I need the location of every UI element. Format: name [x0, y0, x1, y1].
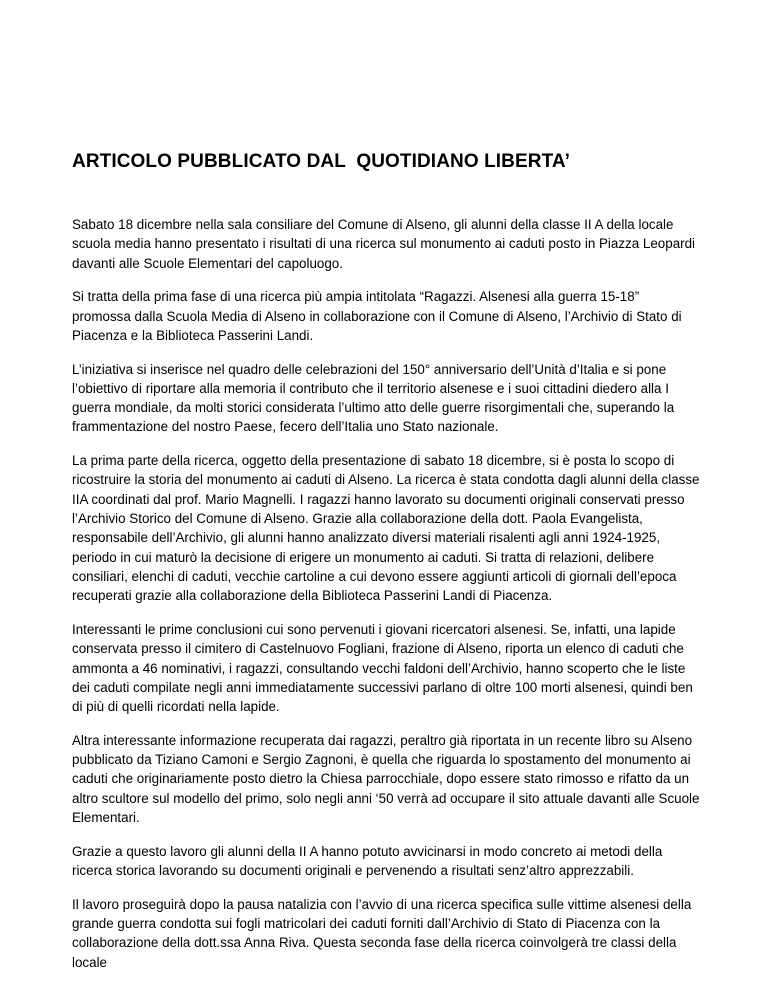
article-title: ARTICOLO PUBBLICATO DAL QUOTIDIANO LIBERTA’ [72, 151, 571, 172]
paragraph-3: L’iniziativa si inserisce nel quadro delle celebrazioni del 150° anniversario dell’Unità d’Italia e si pone l’obiettivo di riportare alla memoria il contributo che il territorio alsenese e i suoi cittadini diedero alla I guerra mondiale, da molti storici considerata l’ultimo atto delle guerre risorgimentali che, superando la frammentazione del nostro Paese, fecero dell’Italia uno Stato nazionale. [72, 361, 675, 435]
paragraph-7: Grazie a questo lavoro gli alunni della II A hanno potuto avvicinarsi in modo concreto ai metodi della ricerca storica lavorando su documenti originali e pervenendo a risultati senz’altro apprezzabili. [72, 843, 663, 878]
paragraph-6: Altra interessante informazione recuperata dai ragazzi, peraltro già riportata in un recente libro su Alseno pubblicato da Tiziano Camoni e Sergio Zagnoni, è quella che riguarda lo spostamento del monumento ai caduti che originariamente posto dietro la Chiesa parrocchiale, dopo essere stato rimosso e rifatto da un altro scultore sul modello del primo, solo negli anni ‘50 verrà ad occupare il sito attuale davanti alle Scuole Elementari. [72, 732, 700, 825]
paragraph-2: Si tratta della prima fase di una ricerca più ampia intitolata “Ragazzi. Alsenesi alla guerra 15-18” promossa dalla Scuola Media di Alseno in collaborazione con il Comune di Alseno, l’Archivio di Stato di Piacenza e la Biblioteca Passerini Landi. [72, 289, 682, 343]
paragraph-8: Il lavoro proseguirà dopo la pausa natalizia con l’avvio di una ricerca specifica sulle vittime alsenesi della grande guerra condotta sui fogli matricolari dei caduti forniti dall’Archivio di Stato di Piacenza con la collaborazione della dott.ssa Anna Riva. Questa seconda fase della ricerca coinvolgerà tre classi della locale [72, 896, 692, 970]
article-page [72, 150, 700, 986]
paragraph-1: Sabato 18 dicembre nella sala consiliare del Comune di Alseno, gli alunni della classe II A della locale scuola media hanno presentato i risultati di una ricerca sul monumento ai caduti posto in Piazza Leopardi davanti alle Scuole Elementari del capoluogo. [72, 217, 696, 271]
paragraph-5: Interessanti le prime conclusioni cui sono pervenuti i giovani ricercatori alsenesi. Se, infatti, una lapide conservata presso il cimitero di Castelnuovo Fogliani, frazione di Alseno, riporta un elenco di caduti che ammonta a 46 nominativi, i ragazzi, consultando vecchi faldoni dell’Archivio, hanno scoperto che le liste dei caduti compilate negli anni immediatamente successivi parlano di oltre 100 morti alsenesi, quindi ben di più di quelli ricordati nella lapide. [72, 621, 693, 715]
paragraph-4: La prima parte della ricerca, oggetto della presentazione di sabato 18 dicembre, si è posta lo scopo di ricostruire la storia del monumento ai caduti di Alseno. La ricerca è stata condotta dagli alunni della classe IIA coordinati dal prof. Mario Magnelli. I ragazzi hanno lavorato su documenti originali conservati presso l’Archivio Storico del Comune di Alseno. Grazie alla collaborazione della dott. Paola Evangelista, responsabile dell’Archivio, gli alunni hanno analizzato diversi materiali risalenti agli anni 1924-1925, periodo in cui maturò la decisione di erigere un monumento ai caduti. Si tratta di relazioni, delibere consiliari, elenchi di caduti, vecchie cartoline a cui devono essere aggiunti articoli di giornali dell’epoca recuperati grazie alla collaborazione della Biblioteca Passerini Landi di Piacenza. [72, 453, 700, 604]
